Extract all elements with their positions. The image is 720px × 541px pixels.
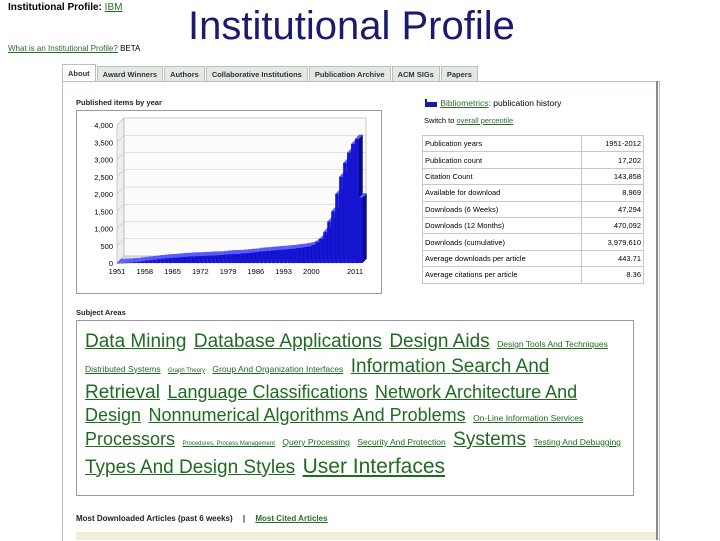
bar [129,262,133,263]
bar [244,253,248,263]
stats-row [423,185,644,201]
subject-link[interactable]: Processors [85,429,176,449]
footer-separator: | [242,514,246,523]
bibliometrics-heading [424,98,561,108]
bar [284,250,288,263]
bar [327,222,331,263]
subject-link[interactable]: Design Tools And Techniques [497,339,608,349]
x-tick-label: 1986 [247,267,265,276]
tab-publication-archive[interactable]: Publication Archive [309,66,391,81]
subject-link[interactable]: Group And Organization Interfaces [212,363,344,374]
subject-link[interactable]: User Interfaces [302,454,446,478]
bar [208,256,212,263]
bar [153,260,157,263]
bar [315,242,319,263]
stats-value: 143,858 [582,168,644,184]
bar [125,263,129,264]
subject-link[interactable]: Procedures, Process Management [182,441,275,447]
bar [335,194,339,263]
bar [272,251,276,263]
subject-link[interactable]: Language Classifications [167,382,368,402]
subject-link[interactable]: Distributed Systems [85,363,161,374]
bar-side [363,193,367,263]
x-tick-label: 1951 [108,267,126,276]
stats-label: Average citations per article [423,267,582,283]
bar [145,261,149,263]
bar [177,257,181,263]
bar [212,256,216,263]
tab-bar [62,66,478,81]
published-items-title: Published items by year [76,98,162,107]
stats-label: Publication count [423,152,582,168]
bar [196,256,200,263]
subject-link[interactable]: Systems [453,429,527,450]
bar [192,256,196,263]
bar [224,255,228,263]
bar [303,247,307,263]
article-list-strip [76,532,656,540]
y-tick-label: 0 [108,259,113,268]
x-tick-label: 2000 [303,267,320,276]
bar [355,139,359,263]
bar [307,246,311,263]
bibliometrics-icon [424,99,438,107]
bibliometrics-table [422,135,644,284]
subject-areas-box [76,320,634,496]
y-tick-label: 3,000 [94,155,113,165]
stats-value: 3,979,610 [582,234,644,250]
stats-label: Citation Count [423,168,582,184]
x-tick-label: 1979 [219,267,237,276]
bar [204,256,208,263]
tab-acm-sigs[interactable]: ACM SIGs [392,66,440,81]
subject-areas-title: Subject Areas [76,308,126,317]
stats-label: Downloads (6 Weeks) [423,201,582,217]
bar [256,252,260,263]
y-tick-label: 2,500 [94,172,113,182]
most-cited-link[interactable]: Most Cited Articles [255,514,328,523]
x-tick-label: 1993 [275,267,292,276]
subject-cloud [85,331,625,479]
bar [232,254,236,263]
subject-link[interactable]: Design Aids [389,331,490,352]
switch-percentile [424,116,513,125]
bar [280,250,284,263]
bar [220,255,224,263]
subject-link[interactable]: Information Search And Retrieval [85,355,550,403]
y-tick-label: 2,000 [94,190,113,199]
subject-link[interactable]: Security And Protection [357,437,446,447]
stats-row [423,168,644,184]
stats-row [423,267,644,283]
what-is-profile [8,44,140,53]
subject-link[interactable]: On-Line Information Services [473,412,584,423]
y-tick-label: 1,000 [94,224,113,234]
bar [180,257,184,263]
bar [339,177,343,263]
subject-link[interactable]: Nonnumerical Algorithms And Problems [148,404,466,425]
bar [288,249,292,263]
footer-links [76,514,328,523]
subject-link[interactable]: Testing And Debugging [533,437,621,447]
subject-link[interactable]: Query Processing [282,437,350,447]
stats-label: Publication years [423,136,582,152]
bar [121,263,125,264]
stats-value: 443.71 [582,250,644,266]
bar [165,258,169,263]
stats-value: 8,969 [582,185,644,201]
bar [299,248,303,263]
profile-header [8,2,122,13]
bar [141,261,145,263]
tab-papers[interactable]: Papers [441,66,478,81]
bar [137,262,141,263]
institution-link[interactable]: IBM [104,2,123,13]
bar [264,251,268,263]
bar [260,252,264,263]
subject-link[interactable]: Graph Theory [168,367,205,374]
subject-link[interactable]: Database Applications [193,331,382,352]
switch-prefix: Switch to [424,116,457,125]
stats-label: Average downloads per article [423,250,582,266]
bibliometrics-link[interactable]: Bibliometrics [440,98,489,108]
tab-authors[interactable]: Authors [164,66,205,81]
bar [359,197,363,263]
bar [323,232,327,263]
bar [117,263,121,264]
bar [157,259,161,263]
bar [343,163,347,263]
scrollbar[interactable] [656,81,658,540]
what-is-profile-link[interactable]: What is an Institutional Profile? [8,44,118,53]
bar [292,249,296,263]
publications-chart-svg [77,111,381,293]
y-tick-label: 4,000 [94,121,113,130]
bar [188,257,192,263]
bar [351,144,355,263]
beta-label: BETA [120,44,141,53]
overall-percentile-link[interactable]: overall percentile [456,116,514,125]
publications-chart [76,110,382,294]
profile-label: Institutional Profile: [8,2,102,13]
y-tick-label: 3,500 [94,138,113,148]
stats-value: 470,092 [582,217,644,233]
bar [228,254,232,263]
stats-value: 17,202 [582,152,644,168]
x-tick-label: 1958 [136,267,154,276]
stats-row [423,234,644,250]
subject-link[interactable]: Data Mining [85,331,187,352]
bar [319,239,323,263]
bar [276,250,280,263]
bar [184,257,188,263]
x-tick-label: 1972 [191,267,209,276]
bar [268,251,272,263]
stats-row [423,217,644,233]
bar [133,262,137,263]
bar [296,248,300,263]
stats-row [423,152,644,168]
most-downloaded-label[interactable]: Most Downloaded Articles (past 6 weeks) [76,514,233,523]
bibliometrics-suffix: : publication history [488,98,562,108]
subject-link[interactable]: Network Architecture And Design [85,382,578,425]
stats-value: 8.36 [582,267,644,283]
bar [252,253,256,263]
bar [236,254,240,263]
bar [331,211,335,263]
stats-label: Available for download [423,185,582,201]
bar [173,258,177,263]
stats-value: 47,294 [582,201,644,217]
stats-label: Downloads (cumulative) [423,234,582,250]
bar [347,153,351,263]
stats-row [423,136,644,152]
stats-row [423,250,644,266]
stats-row [423,201,644,217]
stats-value: 1951-2012 [582,136,644,152]
tab-about[interactable]: About [62,64,96,81]
bar [149,260,153,263]
bar [169,258,173,263]
bar [248,253,252,263]
y-tick-label: 500 [100,241,113,251]
tab-award-winners[interactable]: Award Winners [97,66,163,81]
bar [240,254,244,263]
page-title: Institutional Profile [188,4,515,48]
subject-link[interactable]: Types And Design Styles [85,456,296,478]
bar [161,259,165,263]
tab-collaborative-institutions[interactable]: Collaborative Institutions [206,66,308,81]
bar [200,256,204,263]
y-tick-label: 1,500 [94,207,113,217]
bar [216,255,220,263]
x-tick-label: 2011 [346,267,364,276]
bar [311,245,315,263]
stats-label: Downloads (12 Months) [423,217,582,233]
x-tick-label: 1965 [164,267,181,276]
